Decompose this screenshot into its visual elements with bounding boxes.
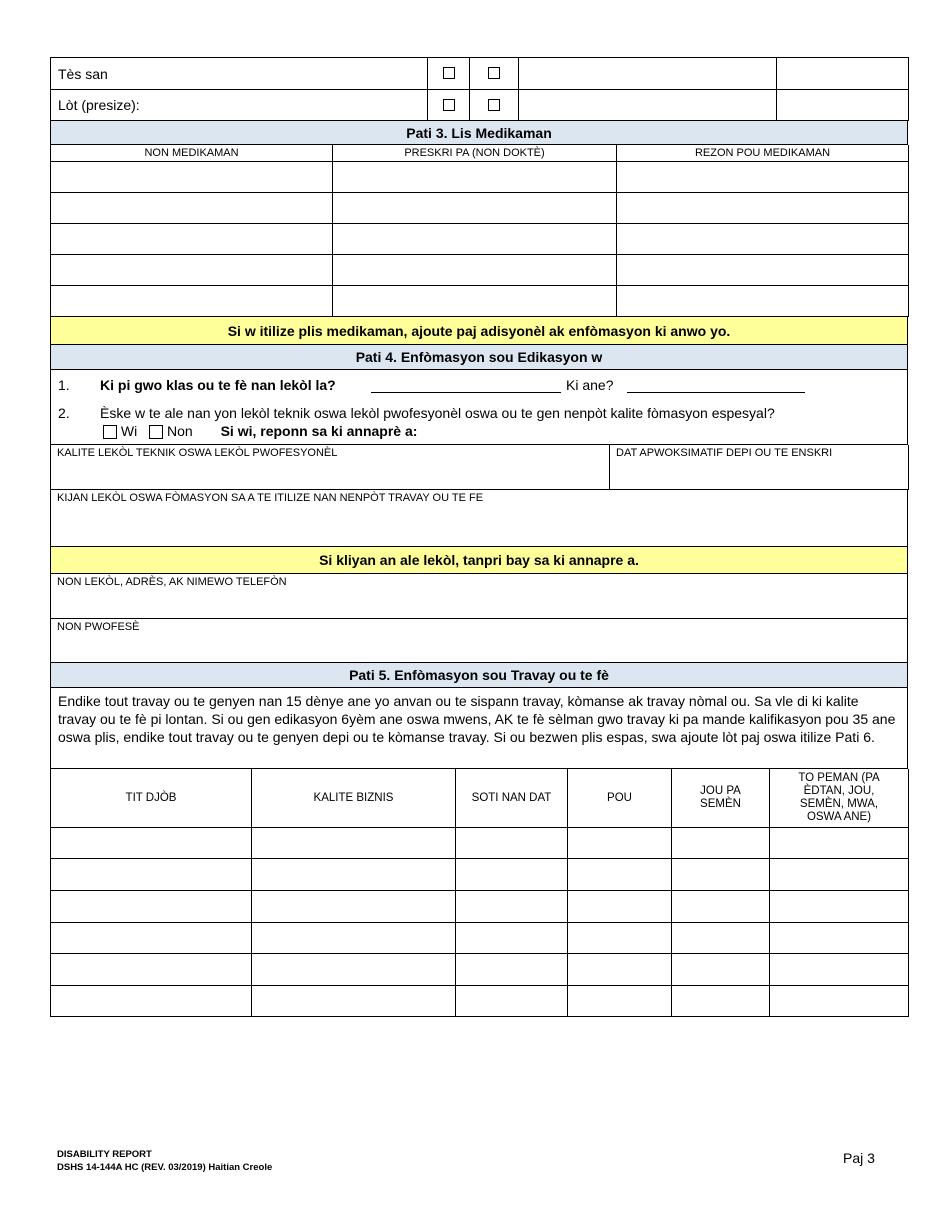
test-row-label: Lòt (presize): [51,90,428,121]
medication-reason-field[interactable] [617,223,909,254]
medication-reason-field[interactable] [617,192,909,223]
business-type-field[interactable] [252,827,456,858]
test-row-field-2[interactable] [777,58,909,90]
pay-rate-field[interactable] [770,953,909,985]
test-row-field-2[interactable] [777,90,909,121]
medication-name-field[interactable] [51,254,333,285]
q1-year-label: Ki ane? [566,376,614,393]
yes-checkbox[interactable] [103,425,117,439]
pay-rate-field[interactable] [770,858,909,890]
date-to-field[interactable] [568,827,672,858]
yes-label: Wi [120,422,138,439]
date-from-field[interactable] [456,985,568,1016]
business-type-field[interactable] [252,953,456,985]
business-type-field[interactable] [252,985,456,1016]
date-to-field[interactable] [568,858,672,890]
medication-reason-field[interactable] [617,161,909,192]
days-per-week-field[interactable] [672,922,770,953]
q1-text: Ki pi gwo klas ou te fè nan lekòl la? [100,376,336,393]
training-use-field[interactable] [50,490,908,547]
work-col-header: JOU PA SEMÈN [672,769,770,827]
days-per-week-field[interactable] [672,985,770,1016]
test-row-field-1[interactable] [519,90,777,121]
part5-header: Pati 5. Enfòmasyon sou Travay ou te fè [50,663,908,688]
medications-table [50,145,909,317]
education-questions [50,370,908,445]
prescriber-field[interactable] [333,254,617,285]
medication-name-field[interactable] [51,285,333,316]
pay-rate-field[interactable] [770,890,909,922]
enrollment-dates-label: DAT APWOKSIMATIF DEPI OU TE ENSKRI [616,446,833,459]
pay-rate-field[interactable] [770,922,909,953]
days-per-week-field[interactable] [672,953,770,985]
prescriber-field[interactable] [333,285,617,316]
date-from-field[interactable] [456,827,568,858]
date-from-field[interactable] [456,953,568,985]
grade-year-input[interactable] [627,378,805,393]
school-type-field[interactable] [51,445,610,490]
teacher-name-field[interactable] [50,619,908,663]
date-from-field[interactable] [456,890,568,922]
date-from-field[interactable] [456,922,568,953]
part4-header: Pati 4. Enfòmasyon sou Edikasyon w [50,345,908,370]
school-type-label: KALITE LEKÒL TEKNIK OSWA LEKÒL PWOFESYONÈL [57,446,338,459]
medication-reason-field[interactable] [617,254,909,285]
prescriber-field[interactable] [333,223,617,254]
client-school-note: Si kliyan an ale lekòl, tanpri bay sa ki annapre a. [50,547,908,574]
enrollment-dates-field[interactable] [610,445,909,490]
work-col-header: KALITE BIZNIS [252,769,456,827]
date-to-field[interactable] [568,985,672,1016]
work-instructions: Endike tout travay ou te genyen nan 15 dènye ane yo anvan ou te sispann travay, kòmanse ak travay nòmal ou. Sa vle di ki kalite travay ou te fè pi lontan. Si ou gen edikasyon 6yèm ane oswa mwens, AK te fè sèlman gwo travay ki pa mande kalifikasyon pou 35 ane oswa plis, endike tout travay ou te genyen depi ou te kòmanse travay. Si ou bezwen plis espas, swa ajoute lòt paj oswa itilize Pati 6. [50,688,908,769]
tests-table [50,57,909,121]
test-row-checkbox-1[interactable] [443,67,455,79]
form-page [50,57,908,1017]
medication-reason-field[interactable] [617,285,909,316]
job-title-field[interactable] [51,953,252,985]
job-title-field[interactable] [51,985,252,1016]
no-checkbox[interactable] [149,425,163,439]
prescriber-field[interactable] [333,161,617,192]
medication-name-field[interactable] [51,223,333,254]
training-table [50,445,909,491]
days-per-week-field[interactable] [672,827,770,858]
medication-name-field[interactable] [51,161,333,192]
date-to-field[interactable] [568,953,672,985]
work-history-table [50,769,909,1017]
medications-col-header: PRESKRI PA (NON DOKTÈ) [333,145,617,161]
highest-grade-input[interactable] [371,378,561,393]
form-name: DISABILITY REPORT [57,1149,152,1160]
pay-rate-field[interactable] [770,827,909,858]
job-title-field[interactable] [51,858,252,890]
test-row-label: Tès san [51,58,428,90]
job-title-field[interactable] [51,827,252,858]
teacher-name-label: NON PWOFESÈ [57,621,140,633]
no-label: Non [167,422,193,439]
days-per-week-field[interactable] [672,890,770,922]
test-row-checkbox-2[interactable] [488,99,500,111]
form-id: DSHS 14-144A HC (REV. 03/2019) Haitian Creole [57,1162,273,1173]
test-row-checkbox-1[interactable] [443,99,455,111]
work-col-header: POU [568,769,672,827]
school-address-label: NON LEKÒL, ADRÈS, AK NIMEWO TELEFÒN [57,576,287,588]
form-footer [57,1148,272,1174]
test-row-field-1[interactable] [519,58,777,90]
medication-name-field[interactable] [51,192,333,223]
medications-col-header: NON MEDIKAMAN [51,145,333,161]
job-title-field[interactable] [51,922,252,953]
medications-note: Si w itilize plis medikaman, ajoute paj adisyonèl ak enfòmasyon ki anwo yo. [50,317,908,345]
if-yes-label: Si wi, reponn sa ki annaprè a: [220,422,418,439]
page-number: Paj 3 [843,1150,875,1166]
test-row-checkbox-2[interactable] [488,67,500,79]
business-type-field[interactable] [252,858,456,890]
work-col-header: SOTI NAN DAT [456,769,568,827]
medications-col-header: REZON POU MEDIKAMAN [617,145,909,161]
school-address-field[interactable] [50,574,908,619]
pay-rate-field[interactable] [770,985,909,1016]
q2-number: 2. [58,404,70,421]
business-type-field[interactable] [252,890,456,922]
date-to-field[interactable] [568,922,672,953]
q2-text: Èske w te ale nan yon lekòl teknik oswa lekòl pwofesyonèl oswa ou te gen nenpòt kalite fòmasyon espesyal? [100,404,775,421]
training-use-label: KIJAN LEKÒL OSWA FÒMASYON SA A TE ITILIZE NAN NENPÒT TRAVAY OU TE FE [57,492,484,504]
date-from-field[interactable] [456,858,568,890]
days-per-week-field[interactable] [672,858,770,890]
job-title-field[interactable] [51,890,252,922]
business-type-field[interactable] [252,922,456,953]
part3-header: Pati 3. Lis Medikaman [50,121,908,145]
work-col-header: TO PEMAN (PA ÈDTAN, JOU, SEMÈN, MWA, OSWA ANE) [770,769,909,827]
q1-number: 1. [58,376,70,393]
work-col-header: TIT DJÒB [51,769,252,827]
date-to-field[interactable] [568,890,672,922]
prescriber-field[interactable] [333,192,617,223]
